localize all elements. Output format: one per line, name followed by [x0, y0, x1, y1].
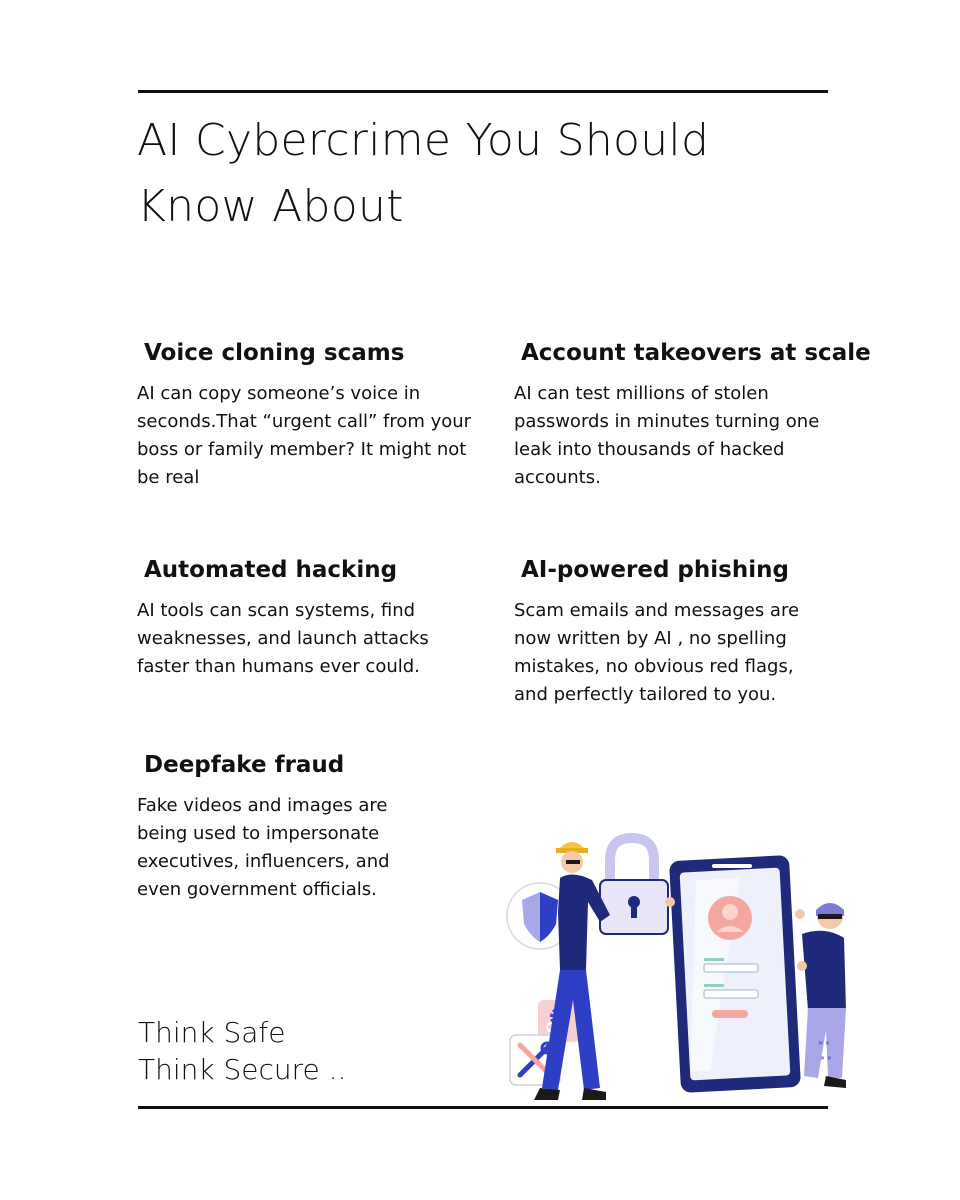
section-voice-cloning	[137, 338, 487, 492]
section-body: AI can copy someone’s voice in seconds.That “urgent call” from your boss or family member? It might not be real	[137, 383, 472, 488]
section-body: Fake videos and images are being used to impersonate executives, influencers, and even government officials.	[137, 795, 390, 900]
tagline-line-1: Think Safe	[138, 1016, 286, 1049]
page-title: AI Cybercrime You Should Know About	[137, 115, 710, 232]
section-heading: Voice cloning scams	[144, 340, 405, 366]
section-deepfake-fraud	[137, 750, 412, 904]
section-ai-phishing	[514, 555, 824, 709]
section-body: AI tools can scan systems, find weaknesses, and launch attacks faster than humans ever could.	[137, 600, 429, 677]
section-heading: Account takeovers at scale	[521, 340, 871, 366]
section-automated-hacking	[137, 555, 437, 681]
security-illustration	[500, 820, 870, 1110]
smartphone-icon	[669, 855, 801, 1093]
thief-figure	[795, 903, 846, 1088]
tagline-line-2: Think Secure ..	[138, 1053, 347, 1086]
svg-text:✕ ✕: ✕ ✕	[818, 1040, 830, 1047]
svg-text:✕ ✕: ✕ ✕	[820, 1055, 832, 1062]
bottom-divider	[138, 1106, 828, 1109]
section-body: AI can test millions of stolen passwords in minutes turning one leak into thousands of hacked accounts.	[514, 383, 820, 488]
tagline	[138, 1014, 346, 1088]
section-heading: Automated hacking	[144, 557, 398, 583]
section-body: Scam emails and messages are now written by AI , no spelling mistakes, no obvious red flags, and perfectly tailored to you.	[514, 600, 800, 705]
section-heading: Deepfake fraud	[144, 752, 345, 778]
top-divider	[138, 90, 828, 93]
padlock-icon	[600, 838, 668, 934]
section-account-takeovers	[514, 338, 871, 492]
section-heading: AI-powered phishing	[521, 557, 789, 583]
